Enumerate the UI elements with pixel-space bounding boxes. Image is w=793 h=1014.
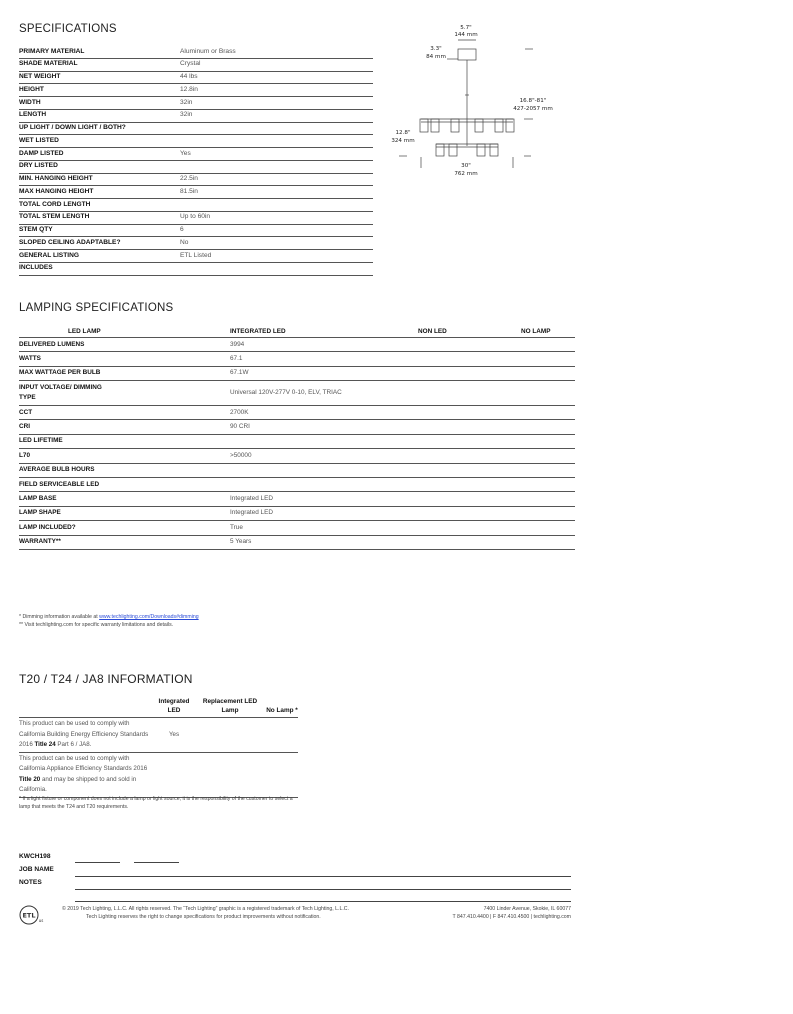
fixture-dimension-diagram: [385, 18, 565, 183]
footer-rights: Tech Lighting reserves the right to change specifications for product improvements without notification.: [86, 914, 321, 920]
spec-value: 81.5in: [180, 186, 373, 199]
model-field-2[interactable]: [134, 862, 179, 863]
job-name-label: JOB NAME: [19, 866, 54, 873]
dim-left-in: 12.8": [395, 130, 411, 136]
lamping-row: [19, 338, 575, 352]
notes-field[interactable]: [75, 889, 571, 890]
dim-top-mm: 144 mm: [454, 32, 478, 38]
spec-label: DRY LISTED: [19, 160, 180, 173]
lamping-label: CCT: [19, 406, 230, 420]
spec-row: [19, 97, 373, 110]
spec-label: GENERAL LISTING: [19, 250, 180, 263]
dim-right-in: 16.8"-81": [519, 98, 547, 104]
spec-label: HEIGHT: [19, 84, 180, 97]
t20-row-title20-text: This product can be used to comply with California Appliance Efficiency Standards 2016 Title 20 and may be shipped to and sold in California.: [19, 752, 154, 797]
spec-label: PRIMARY MATERIAL: [19, 46, 180, 58]
lamping-value: 5 Years: [230, 535, 418, 549]
lamping-row: [19, 463, 575, 477]
lamping-value: 67.1: [230, 352, 418, 366]
lamping-label: LAMP SHAPE: [19, 506, 230, 520]
dim-canopy-mm: 84 mm: [426, 54, 446, 60]
t20-table: [19, 697, 298, 798]
lamping-row: [19, 521, 575, 535]
spec-row: [19, 211, 373, 224]
spec-value: No: [180, 237, 373, 250]
t20-row-title24: [19, 718, 298, 753]
lamping-row: [19, 506, 575, 520]
svg-text:ETL: ETL: [22, 911, 36, 920]
footer-address: 7400 Linder Avenue, Skokie, IL 60077: [483, 906, 571, 912]
dim-bottom-mm: 762 mm: [454, 171, 478, 177]
spec-row: [19, 84, 373, 97]
spec-row: [19, 135, 373, 148]
spec-label: NET WEIGHT: [19, 71, 180, 84]
spec-row: [19, 148, 373, 161]
lamping-row: [19, 434, 575, 448]
spec-value: 6: [180, 224, 373, 237]
spec-row: [19, 186, 373, 199]
lamping-row: [19, 535, 575, 549]
lamping-label: CRI: [19, 420, 230, 434]
model-number: KWCH198: [19, 853, 51, 860]
notes-label: NOTES: [19, 879, 42, 886]
footer-phone: T 847.410.4400 | F 847.410.4500 | techlighting.com: [452, 914, 571, 920]
spec-row: [19, 46, 373, 58]
lamping-value: 90 CRI: [230, 420, 418, 434]
svg-text:us: us: [38, 918, 44, 923]
t20-row-title20: [19, 752, 298, 797]
lamping-label: WARRANTY**: [19, 535, 230, 549]
lamping-label: L70: [19, 449, 230, 463]
spec-row: [19, 199, 373, 212]
warranty-note: ** Visit techlighting.com for specific warranty limitations and details.: [19, 622, 174, 628]
spec-row: [19, 160, 373, 173]
lamping-label: INPUT VOLTAGE/ DIMMING TYPE: [19, 381, 230, 406]
lamping-label: FIELD SERVICEABLE LED: [19, 478, 230, 492]
col-led-lamp: LED LAMP: [19, 325, 230, 338]
spec-value: [180, 160, 373, 173]
lamping-row: [19, 352, 575, 366]
spec-label: SHADE MATERIAL: [19, 58, 180, 71]
col-non-led: NON LED: [418, 325, 521, 338]
dimming-note: [19, 614, 199, 622]
lamping-value: 3994: [230, 338, 418, 352]
spec-value: [180, 135, 373, 148]
spec-value: 22.5in: [180, 173, 373, 186]
t20-row-title24-value: Yes: [154, 718, 194, 753]
spec-value: 32in: [180, 109, 373, 122]
lamping-value: [230, 478, 418, 492]
spec-row: [19, 224, 373, 237]
spec-label: DAMP LISTED: [19, 148, 180, 161]
lamping-title: LAMPING SPECIFICATIONS: [19, 302, 174, 314]
spec-value: 44 lbs: [180, 71, 373, 84]
spec-value: 12.8in: [180, 84, 373, 97]
col-t20-integrated: Integrated LED: [154, 697, 194, 718]
lamping-label: LED LIFETIME: [19, 434, 230, 448]
spec-value: ETL Listed: [180, 250, 373, 263]
dimming-note-text: * Dimming information available at: [19, 614, 100, 620]
lamping-row: [19, 420, 575, 434]
spec-row: [19, 122, 373, 135]
lamping-row: [19, 478, 575, 492]
spec-value: Crystal: [180, 58, 373, 71]
lamping-row: [19, 492, 575, 506]
spec-label: LENGTH: [19, 109, 180, 122]
lamping-label: WATTS: [19, 352, 230, 366]
footer-copyright: © 2019 Tech Lighting, L.L.C. All rights reserved. The “Tech Lighting” graphic is a registered trademark of Tech Lighting, L.L.C.: [62, 906, 349, 912]
t20-row-title24-text: This product can be used to comply with California Building Energy Efficiency Standards 2016 Title 24 Part 6 / JA8.: [19, 718, 154, 753]
lamping-label: DELIVERED LUMENS: [19, 338, 230, 352]
lamping-value: 2700K: [230, 406, 418, 420]
lamping-value: [230, 463, 418, 477]
spec-row: [19, 237, 373, 250]
spec-value: Up to 60in: [180, 211, 373, 224]
etl-logo-icon: [19, 904, 45, 926]
spec-row: [19, 71, 373, 84]
spec-label: MIN. HANGING HEIGHT: [19, 173, 180, 186]
lamping-row: [19, 381, 575, 406]
spec-row: [19, 109, 373, 122]
spec-label: WIDTH: [19, 97, 180, 110]
spec-label: STEM QTY: [19, 224, 180, 237]
col-integrated-led: INTEGRATED LED: [230, 325, 418, 338]
specifications-table: [19, 46, 373, 276]
lamping-row: [19, 366, 575, 380]
spec-label: UP LIGHT / DOWN LIGHT / BOTH?: [19, 122, 180, 135]
canopy-shape: [458, 49, 476, 60]
lamping-label: AVERAGE BULB HOURS: [19, 463, 230, 477]
t20-note: * If a light fixture or component does not include a lamp or light source, it is the responsibility of the customer to select a lamp that meets the T24 and T20 requirements.: [19, 796, 293, 810]
lamping-value: [230, 434, 418, 448]
spec-label: TOTAL STEM LENGTH: [19, 211, 180, 224]
model-field-1[interactable]: [75, 862, 120, 863]
lamping-label: MAX WATTAGE PER BULB: [19, 366, 230, 380]
spec-row: [19, 250, 373, 263]
dim-bottom-in: 30": [461, 163, 471, 169]
notes-field-2[interactable]: [75, 901, 571, 902]
spec-value: Aluminum or Brass: [180, 46, 373, 58]
lamping-row: [19, 406, 575, 420]
lamping-value: Integrated LED: [230, 506, 418, 520]
etl-logo: [19, 904, 44, 926]
specifications-title: SPECIFICATIONS: [19, 23, 117, 35]
spec-value: [180, 262, 373, 275]
col-t20-replacement: Replacement LED Lamp: [194, 697, 266, 718]
job-name-field[interactable]: [75, 876, 571, 877]
spec-label: TOTAL CORD LENGTH: [19, 199, 180, 212]
lamping-value: >50000: [230, 449, 418, 463]
lamping-label: LAMP BASE: [19, 492, 230, 506]
dim-top-in: 5.7": [460, 25, 472, 31]
lamping-table: [19, 325, 575, 550]
spec-label: WET LISTED: [19, 135, 180, 148]
spec-label: SLOPED CEILING ADAPTABLE?: [19, 237, 180, 250]
dim-left-mm: 324 mm: [391, 138, 415, 144]
lamping-value: True: [230, 521, 418, 535]
spec-value: Yes: [180, 148, 373, 161]
spec-value: [180, 199, 373, 212]
spec-value: [180, 122, 373, 135]
spec-row: [19, 262, 373, 275]
dim-right-mm: 427-2057 mm: [513, 106, 553, 112]
spec-row: [19, 58, 373, 71]
col-t20-no-lamp: No Lamp *: [266, 697, 298, 718]
dim-canopy-in: 3.3": [430, 46, 442, 52]
spec-label: INCLUDES: [19, 262, 180, 275]
lamping-value: Integrated LED: [230, 492, 418, 506]
dimming-link[interactable]: www.techlighting.com/Downloads#dimming: [99, 614, 199, 620]
col-no-lamp: NO LAMP: [521, 325, 575, 338]
lamping-value: Universal 120V-277V 0-10, ELV, TRIAC: [230, 381, 418, 406]
spec-value: 32in: [180, 97, 373, 110]
spec-row: [19, 173, 373, 186]
lamping-row: [19, 449, 575, 463]
spec-label: MAX HANGING HEIGHT: [19, 186, 180, 199]
lamping-label: LAMP INCLUDED?: [19, 521, 230, 535]
t20-title: T20 / T24 / JA8 INFORMATION: [19, 672, 193, 686]
lamping-value: 67.1W: [230, 366, 418, 380]
